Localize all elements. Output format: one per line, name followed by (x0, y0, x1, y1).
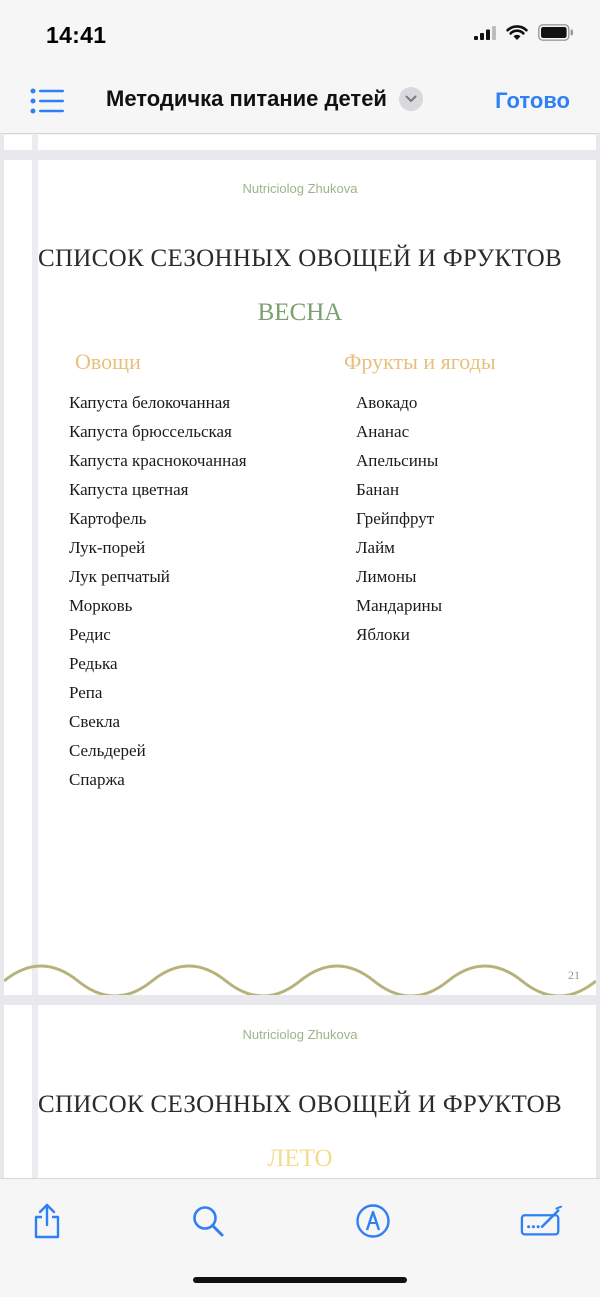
home-indicator[interactable] (193, 1277, 407, 1283)
cellular-signal-icon (474, 26, 496, 40)
search-button[interactable] (186, 1199, 230, 1243)
fruits-list (356, 388, 442, 649)
vegetable-item: Картофель (69, 509, 147, 528)
fruit-item: Грейпфрут (356, 509, 435, 528)
vegetable-item: Лук-порей (69, 538, 146, 557)
status-bar (0, 0, 600, 70)
vegetable-item: Редька (69, 654, 118, 673)
signature-icon (520, 1205, 564, 1237)
status-icons (474, 24, 574, 41)
markup-pen-icon (355, 1203, 391, 1239)
fruit-item: Апельсины (356, 451, 439, 470)
season-heading: ЛЕТО (267, 1145, 333, 1172)
page-header: Nutriciolog Zhukova (242, 181, 358, 196)
done-button[interactable]: Готово (495, 88, 570, 113)
battery-icon (538, 24, 574, 41)
vegetable-item: Капуста белокочанная (69, 393, 231, 412)
fruit-item: Лимоны (356, 567, 417, 586)
signature-button[interactable] (520, 1199, 564, 1243)
page-number: 21 (568, 968, 580, 982)
vegetable-item: Капуста цветная (69, 480, 189, 499)
vegetables-heading: Овощи (75, 349, 141, 374)
navigation-bar (0, 70, 600, 134)
page-title: СПИСОК СЕЗОННЫХ ОВОЩЕЙ И ФРУКТОВ (37, 1091, 563, 1118)
vegetable-item: Спаржа (69, 770, 125, 789)
status-time: 14:41 (46, 22, 107, 48)
page-header: Nutriciolog Zhukova (242, 1027, 358, 1042)
page-title: СПИСОК СЕЗОННЫХ ОВОЩЕЙ И ФРУКТОВ (37, 245, 563, 272)
vegetable-item: Капуста брюссельская (69, 422, 232, 441)
markup-button[interactable] (351, 1199, 395, 1243)
fruits-heading: Фрукты и ягоды (344, 349, 496, 374)
vegetables-list (69, 388, 247, 794)
vegetable-item: Редис (69, 625, 111, 644)
fruit-item: Мандарины (356, 596, 443, 615)
document-viewer[interactable] (0, 135, 600, 1178)
decorative-wave (4, 955, 596, 995)
share-icon (32, 1203, 62, 1239)
fruit-item: Лайм (356, 538, 395, 557)
vegetable-item: Морковь (69, 596, 133, 615)
vegetable-item: Капуста краснокочанная (69, 451, 247, 470)
share-button[interactable] (25, 1199, 69, 1243)
fruit-item: Ананас (356, 422, 410, 441)
wifi-icon (506, 25, 528, 41)
fruit-item: Авокадо (356, 393, 418, 412)
vegetable-item: Репа (69, 683, 103, 702)
vegetable-item: Свекла (69, 712, 121, 731)
page-21 (4, 160, 596, 995)
vegetable-item: Лук репчатый (69, 567, 170, 586)
fruit-item: Банан (356, 480, 400, 499)
fruit-item: Яблоки (356, 625, 410, 644)
next-page (4, 1005, 596, 1178)
search-icon (191, 1204, 225, 1238)
chevron-down-icon[interactable] (399, 87, 423, 111)
document-title: Методичка питание детей (106, 86, 387, 111)
season-heading: ВЕСНА (257, 299, 343, 326)
decorative-wave (4, 135, 596, 143)
vegetable-item: Сельдерей (69, 741, 146, 760)
page-left-rule (32, 160, 38, 995)
document-title-button[interactable] (106, 86, 423, 112)
previous-page (4, 135, 596, 150)
table-of-contents-icon[interactable] (30, 88, 64, 114)
